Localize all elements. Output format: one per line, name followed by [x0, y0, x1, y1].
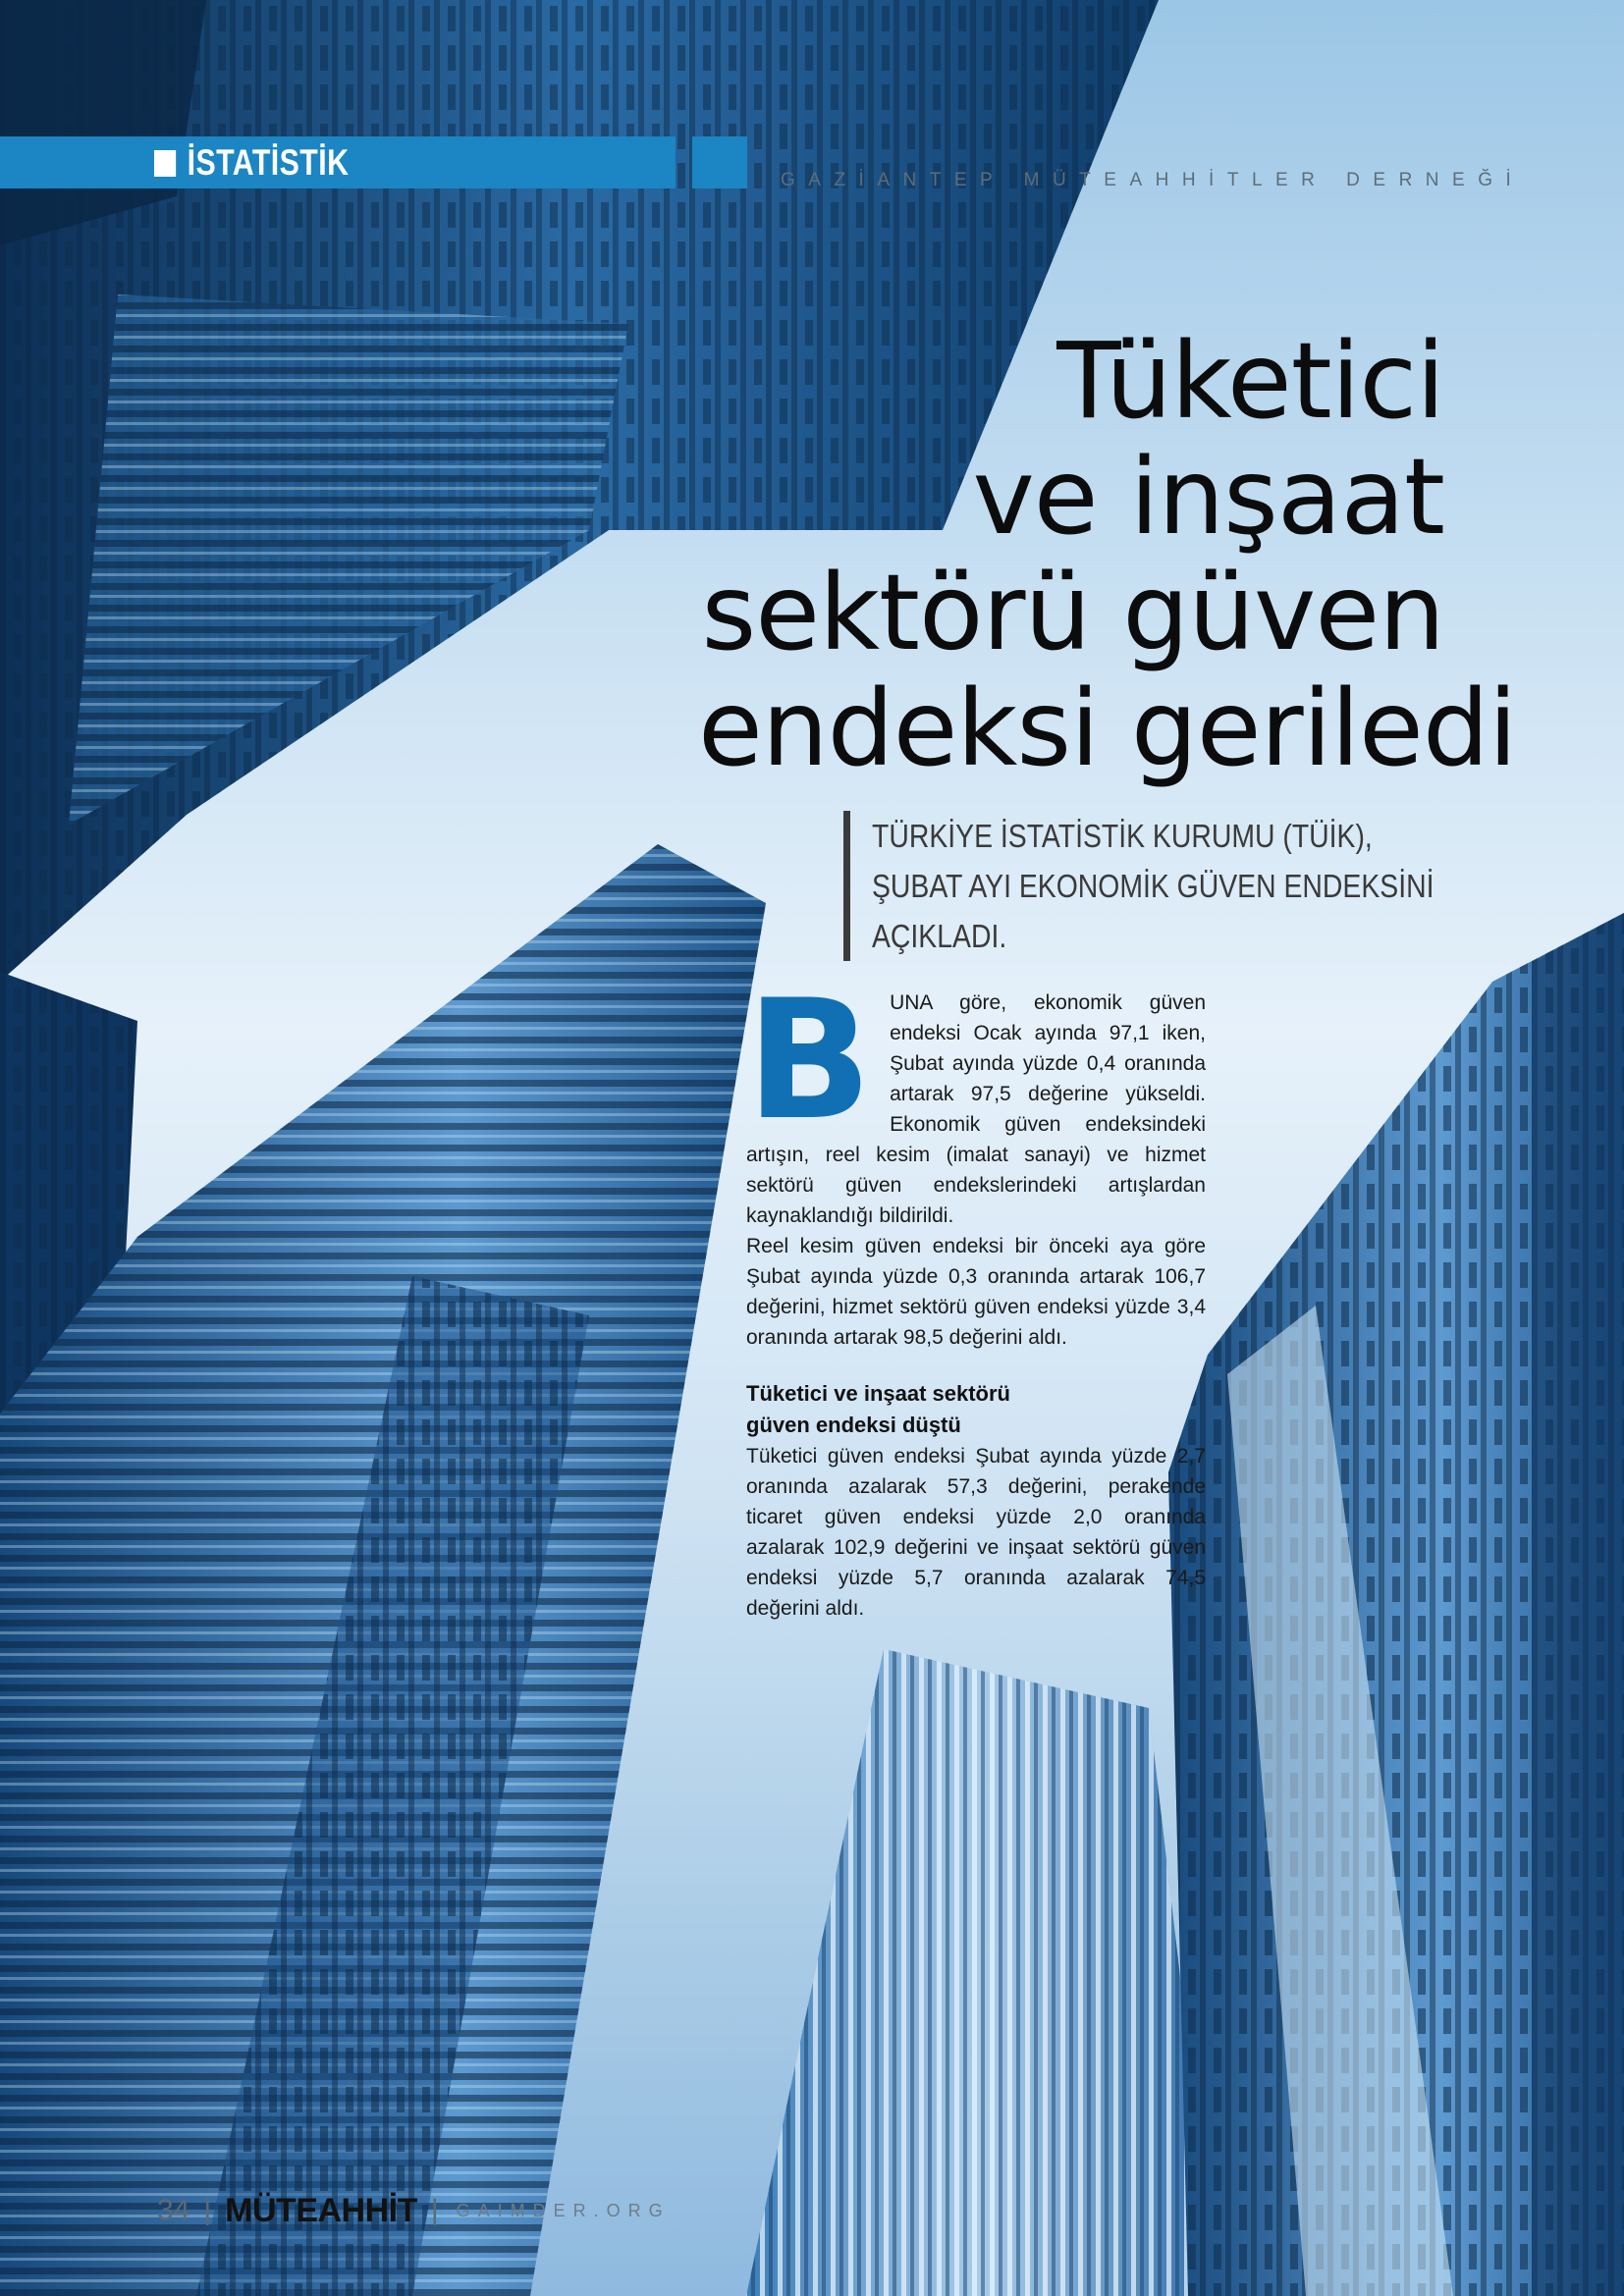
- association-name: GAZİANTEP MÜTEAHHİTLER DERNEĞİ: [781, 170, 1525, 190]
- page-footer: [157, 2191, 671, 2230]
- subheading: [746, 1378, 1206, 1441]
- article-lead: [843, 811, 1435, 961]
- square-bullet-icon: [154, 150, 176, 177]
- magazine-logo: MÜTEAHHİT: [225, 2191, 417, 2229]
- section-bar-accent: [692, 136, 747, 188]
- title-line: ve inşaat: [972, 437, 1444, 559]
- section-label: [154, 139, 349, 187]
- lead-line: TÜRKİYE İSTATİSTİK KURUMU (TÜİK),: [872, 818, 1373, 854]
- article-title: [698, 321, 1517, 790]
- section-title: İSTATİSTİK: [187, 142, 350, 183]
- paragraph: Tüketici güven endeksi Şubat ayında yüzde 2,7 oranında azalarak 57,3 değerini, perakende ticaret güven endeksi yüzde 2,0 oranında azalarak 102,9 değerini ve inşaat sektörü güven endeksi yüzde 5,7 oranında azalarak 74,5 değerini aldı.: [746, 1445, 1206, 1620]
- lead-line: AÇIKLADI.: [872, 918, 1007, 954]
- title-line: endeksi geriledi: [698, 668, 1517, 790]
- title-line: Tüketici: [1056, 321, 1444, 443]
- subheading-line: Tüketici ve inşaat sektörü: [746, 1381, 1010, 1406]
- website-link[interactable]: GAIMDER.ORG: [456, 2200, 671, 2220]
- drop-cap: B: [746, 964, 873, 1156]
- lead-line: ŞUBAT AYI EKONOMİK GÜVEN ENDEKSİNİ: [872, 868, 1435, 904]
- title-line: sektörü güven: [701, 553, 1444, 674]
- footer-separator: |: [430, 2194, 439, 2226]
- page-number: 34: [157, 2194, 190, 2226]
- paragraph: Reel kesim güven endeksi bir önceki aya göre Şubat ayında yüzde 0,3 oranında artarak 106,7 değerini, hizmet sektörü güven endeksi yüzde 3,4 oranında artarak 98,5 değerini aldı.: [746, 1235, 1206, 1349]
- subheading-line: güven endeksi düştü: [746, 1413, 961, 1437]
- article-body: [746, 964, 1206, 1624]
- paragraph: UNA göre, ekonomik güven endeksi Ocak ayında 97,1 iken, Şubat ayında yüzde 0,4 oranında artarak 97,5 değerine yükseldi. Ekonomik güven endeksindeki artışın, reel kesim (imalat sanayi) ve hizmet sektörü güven endekslerindeki artışlardan kaynaklandığı bildirildi.: [746, 991, 1206, 1227]
- footer-separator: |: [203, 2194, 212, 2226]
